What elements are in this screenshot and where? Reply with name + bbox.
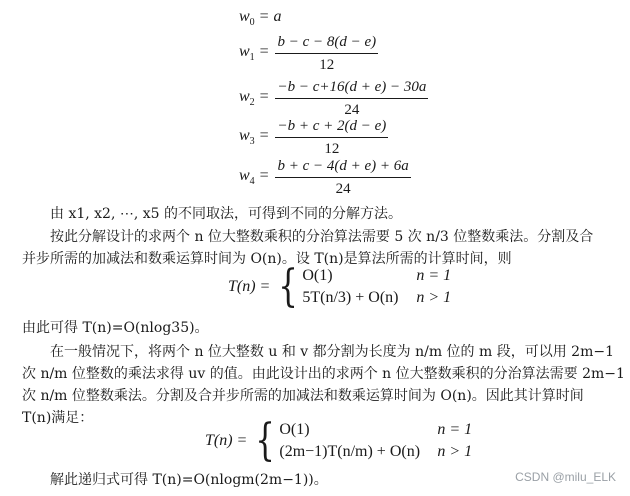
recurrence-1-row1-expr: O(1) <box>302 267 333 284</box>
w0-rhs: a <box>273 8 282 25</box>
paragraph-five-multiplications-line2: 并步所需的加减法和数乘运算时间为 O(n)。设 T(n)是算法所需的计算时间，则 <box>22 251 512 267</box>
recurrence-2-row2-cond: n > 1 <box>437 443 473 460</box>
recurrence-1-row1-cond: n = 1 <box>416 267 452 284</box>
w2-numerator: −b − c+16(d + e) − 30a <box>275 78 428 99</box>
w3-numerator: −b + c + 2(d − e) <box>275 117 388 138</box>
w3-lhs: $w_3$ = <box>239 127 270 148</box>
w2-denominator: 24 <box>344 102 360 118</box>
paragraph-general-case-line2: 次 n/m 位整数的乘法求得 uv 的值。由此设计出的求两个 n 位大整数乘积的分治算法需要 2m−1 <box>22 366 625 382</box>
w4-numerator: b + c − 4(d + e) + 6a <box>275 157 410 178</box>
w3-fraction <box>275 117 388 158</box>
paragraph-solution-logm: 解此递归式可得 T(n)=O(nlogm(2m−1))。 <box>50 472 328 488</box>
w2-lhs: $w_2$ = <box>239 88 270 109</box>
equation-w0 <box>239 8 281 28</box>
w2-fraction <box>275 78 428 119</box>
paragraph-distinct-choices: 由 x1, x2, ⋯, x5 的不同取法，可得到不同的分解方法。 <box>50 206 403 222</box>
w4-fraction <box>275 157 410 198</box>
equation-w4 <box>239 157 411 198</box>
paragraph-five-multiplications-line1: 按此分解设计的求两个 n 位大整数乘积的分治算法需要 5 次 n/3 位整数乘法。分割及合 <box>50 229 594 245</box>
w0-lhs: $w_0$ = <box>239 8 270 29</box>
paragraph-general-case-line4: T(n)满足： <box>22 410 94 426</box>
w1-fraction <box>275 33 378 74</box>
left-brace-icon: { <box>278 261 299 312</box>
recurrence-2-lhs: T(n) = <box>205 432 248 449</box>
left-brace-icon: { <box>255 415 276 466</box>
w1-denominator: 12 <box>319 57 335 73</box>
recurrence-1-row2-cond: n > 1 <box>416 289 452 306</box>
recurrence-1-row2-expr: 5T(n/3) + O(n) <box>302 289 399 306</box>
paragraph-general-case-line3: 次 n/m 位整数乘法。分割及合并步所需的加减法和数乘运算时间为 O(n)。因此其计算时间 <box>22 388 584 404</box>
equation-w1 <box>239 33 378 74</box>
recurrence-2 <box>205 415 509 466</box>
equation-w3 <box>239 117 388 158</box>
w1-numerator: b − c − 8(d − e) <box>275 33 378 54</box>
equation-w2 <box>239 78 428 119</box>
recurrence-1 <box>228 261 502 312</box>
recurrence-2-row1-cond: n = 1 <box>437 421 473 438</box>
recurrence-1-lhs: T(n) = <box>228 278 271 295</box>
w4-denominator: 24 <box>335 181 351 197</box>
w3-denominator: 12 <box>324 141 340 157</box>
w4-lhs: $w_4$ = <box>239 167 270 188</box>
csdn-watermark: CSDN @milu_ELK <box>515 470 616 484</box>
paragraph-result-log3-5: 由此可得 T(n)=O(nlog35)。 <box>22 320 209 336</box>
paragraph-general-case-line1: 在一般情况下，将两个 n 位大整数 u 和 v 都分割为长度为 n/m 位的 m 段，可以用 2m−1 <box>50 344 614 360</box>
w1-lhs: $w_1$ = <box>239 43 270 64</box>
recurrence-2-row1-expr: O(1) <box>279 421 310 438</box>
recurrence-2-row2-expr: (2m−1)T(n/m) + O(n) <box>279 443 421 460</box>
